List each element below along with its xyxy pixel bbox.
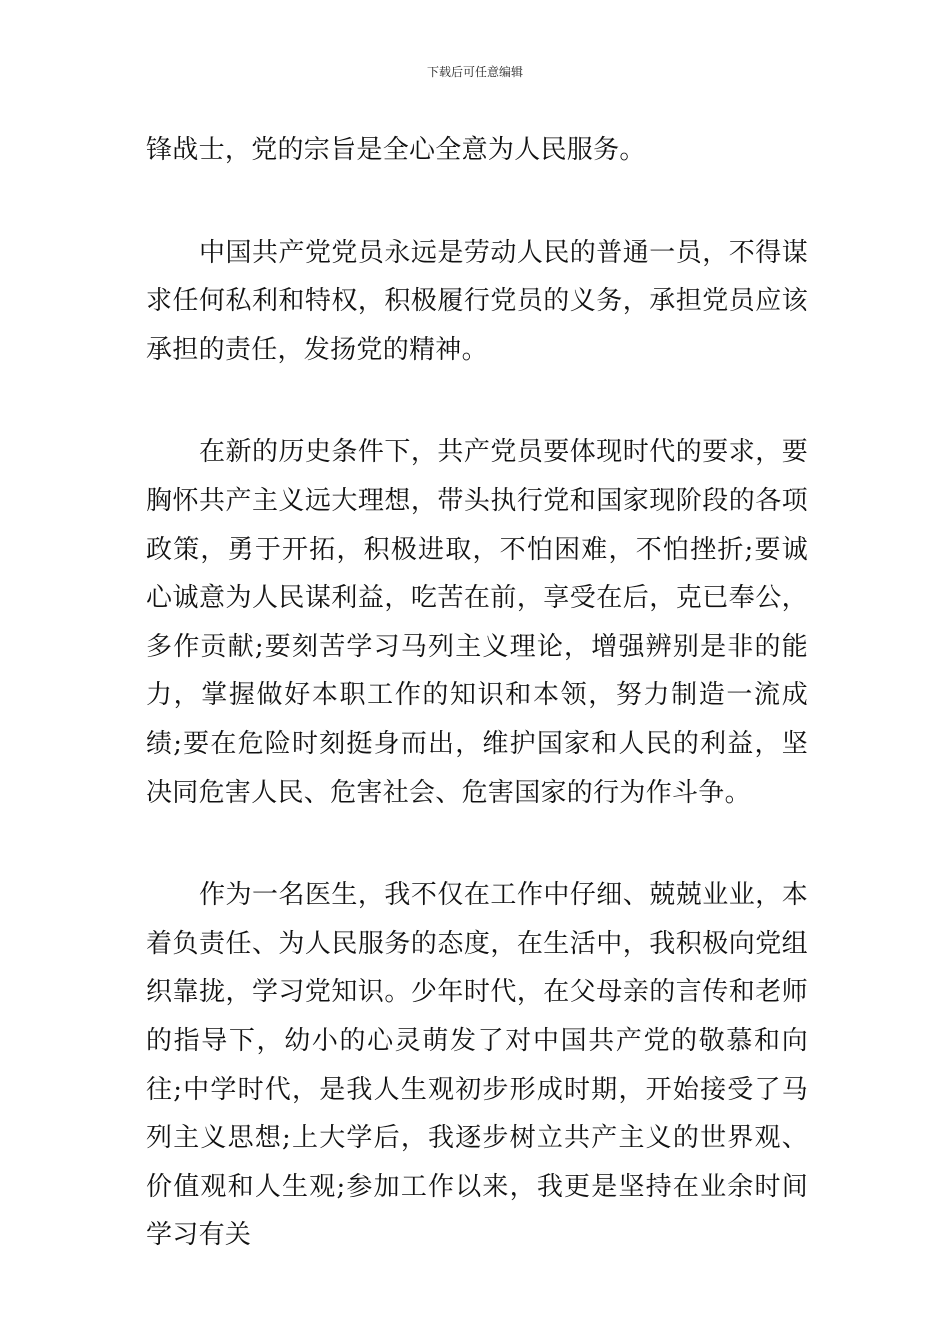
paragraph-personal-experience: 作为一名医生，我不仅在工作中仔细、兢兢业业，本着负责任、为人民服务的态度，在生活中，我积极向党组织靠拢，学习党知识。少年时代，在父母亲的言传和老师的指导下，幼小的心灵萌发了对中国共产党的敬慕和向往;中学时代，是我人生观初步形成时期，开始接受了马列主义思想;上大学后，我逐步树立共产主义的世界观、价值观和人生观;参加工作以来，我更是坚持在业余时间学习有关: [146, 880, 808, 1251]
paragraph-new-era-requirements: 在新的历史条件下，共产党员要体现时代的要求，要胸怀共产主义远大理想，带头执行党和国家现阶段的各项政策，勇于开拓，积极进取，不怕困难，不怕挫折;要诚心诚意为人民谋利益，吃苦在前，享受在后，克已奉公，多作贡献;要刻苦学习马列主义理论，增强辨别是非的能力，掌握做好本职工作的知识和本领，努力制造一流成绩;要在危险时刻挺身而出，维护国家和人民的利益，坚决同危害人民、危害社会、危害国家的行为作斗争。: [146, 437, 808, 808]
paragraph-party-member-duty: 中国共产党党员永远是劳动人民的普通一员，不得谋求任何私利和特权，积极履行党员的义务，承担党员应该承担的责任，发扬党的精神。: [146, 237, 808, 365]
page-header-note: 下载后可任意编辑: [426, 65, 523, 79]
paragraph-continuation: 锋战士，党的宗旨是全心全意为人民服务。: [146, 135, 646, 165]
document-body: [146, 126, 808, 1260]
